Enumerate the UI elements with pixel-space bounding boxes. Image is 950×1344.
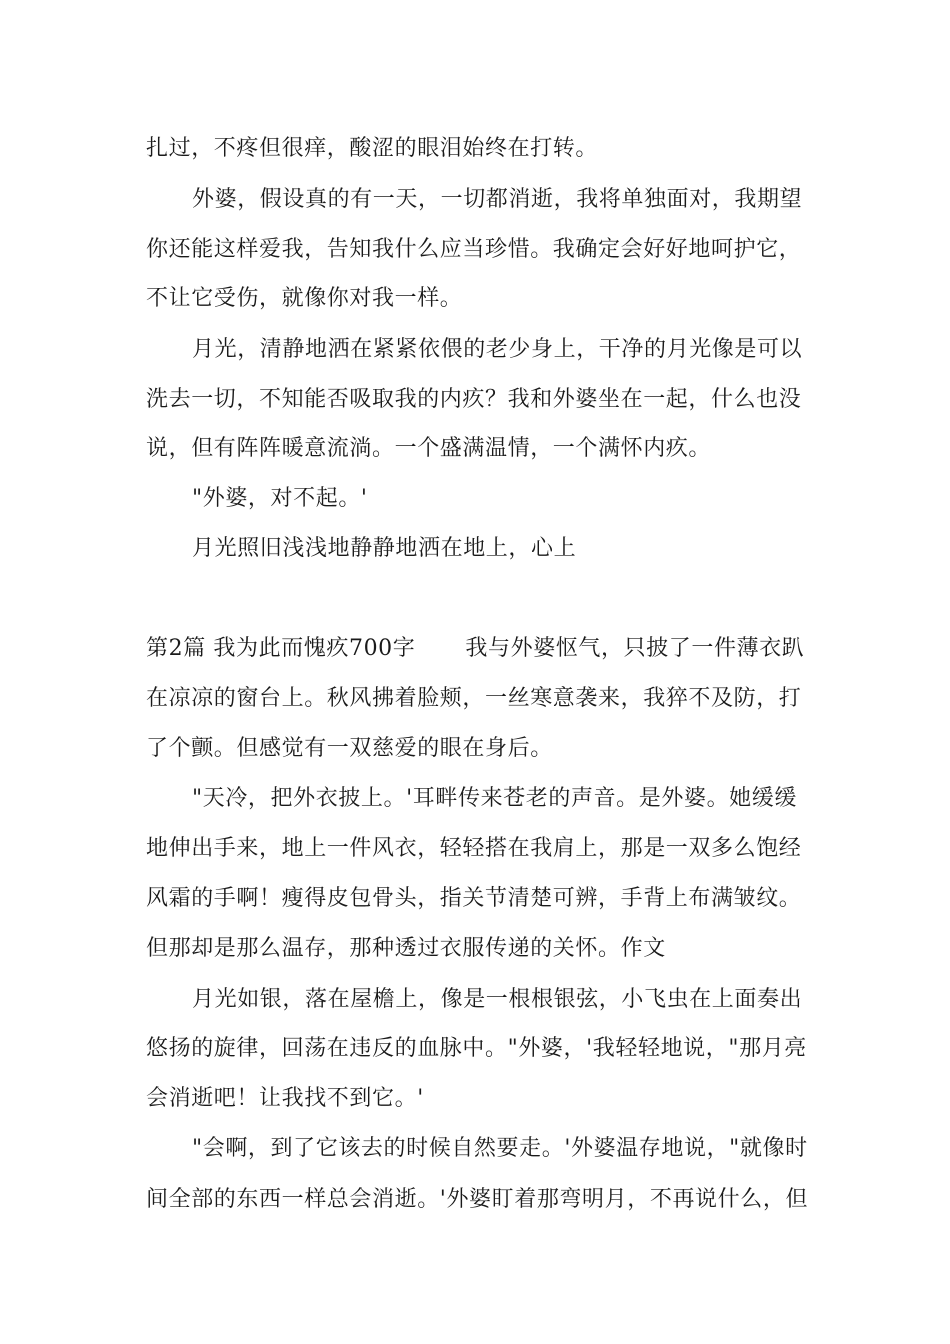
- text-line: 说，但有阵阵暖意流淌。一个盛满温情，一个满怀内疚。: [146, 436, 712, 461]
- text-line: 会消逝吧！让我找不到它。': [146, 1086, 424, 1111]
- text-line: 风霜的手啊！瘦得皮包骨头，指关节清楚可辨，手背上布满皱纹。: [146, 886, 802, 911]
- text-line: 外婆，假设真的有一天，一切都消逝，我将单独面对，我期望: [192, 187, 803, 212]
- text-line: "天冷，把外衣披上。'耳畔传来苍老的声音。是外婆。她缓缓: [192, 786, 797, 811]
- text-line: 扎过，不疼但很痒，酸涩的眼泪始终在打转。: [146, 136, 599, 161]
- text-line: 洗去一切，不知能否吸取我的内疚？我和外婆坐在一起，什么也没: [146, 387, 802, 412]
- text-line: 了个颤。但感觉有一双慈爱的眼在身后。: [146, 736, 553, 761]
- text-line: 我与外婆怄气，只披了一件薄衣趴: [465, 636, 805, 661]
- section-heading: 第2篇 我为此而愧疚700字: [146, 636, 416, 661]
- text-line: 月光，清静地洒在紧紧依偎的老少身上，干净的月光像是可以: [192, 337, 803, 362]
- text-line: 地伸出手来，地上一件风衣，轻轻搭在我肩上，那是一双多么饱经: [146, 836, 802, 861]
- text-line: 悠扬的旋律，回荡在违反的血脉中。"外婆，'我轻轻地说，"那月亮: [146, 1036, 807, 1061]
- section-heading-line: [146, 634, 816, 664]
- text-line: 间全部的东西一样总会消逝。'外婆盯着那弯明月，不再说什么，但: [146, 1187, 809, 1212]
- text-line: 月光照旧浅浅地静静地洒在地上，心上: [192, 536, 577, 561]
- text-line: "外婆，对不起。': [192, 486, 368, 511]
- text-line: 在凉凉的窗台上。秋风拂着脸颊，一丝寒意袭来，我猝不及防，打: [146, 686, 802, 711]
- text-line: 但那却是那么温存，那种透过衣服传递的关怀。作文: [146, 936, 666, 961]
- text-line: 月光如银，落在屋檐上，像是一根根银弦，小飞虫在上面奏出: [192, 987, 803, 1012]
- text-line: "会啊，到了它该去的时候自然要走。'外婆温存地说，"就像时: [192, 1136, 808, 1161]
- text-line: 不让它受伤，就像你对我一样。: [146, 286, 463, 311]
- text-line: 你还能这样爱我，告知我什么应当珍惜。我确定会好好地呵护它，: [146, 237, 802, 262]
